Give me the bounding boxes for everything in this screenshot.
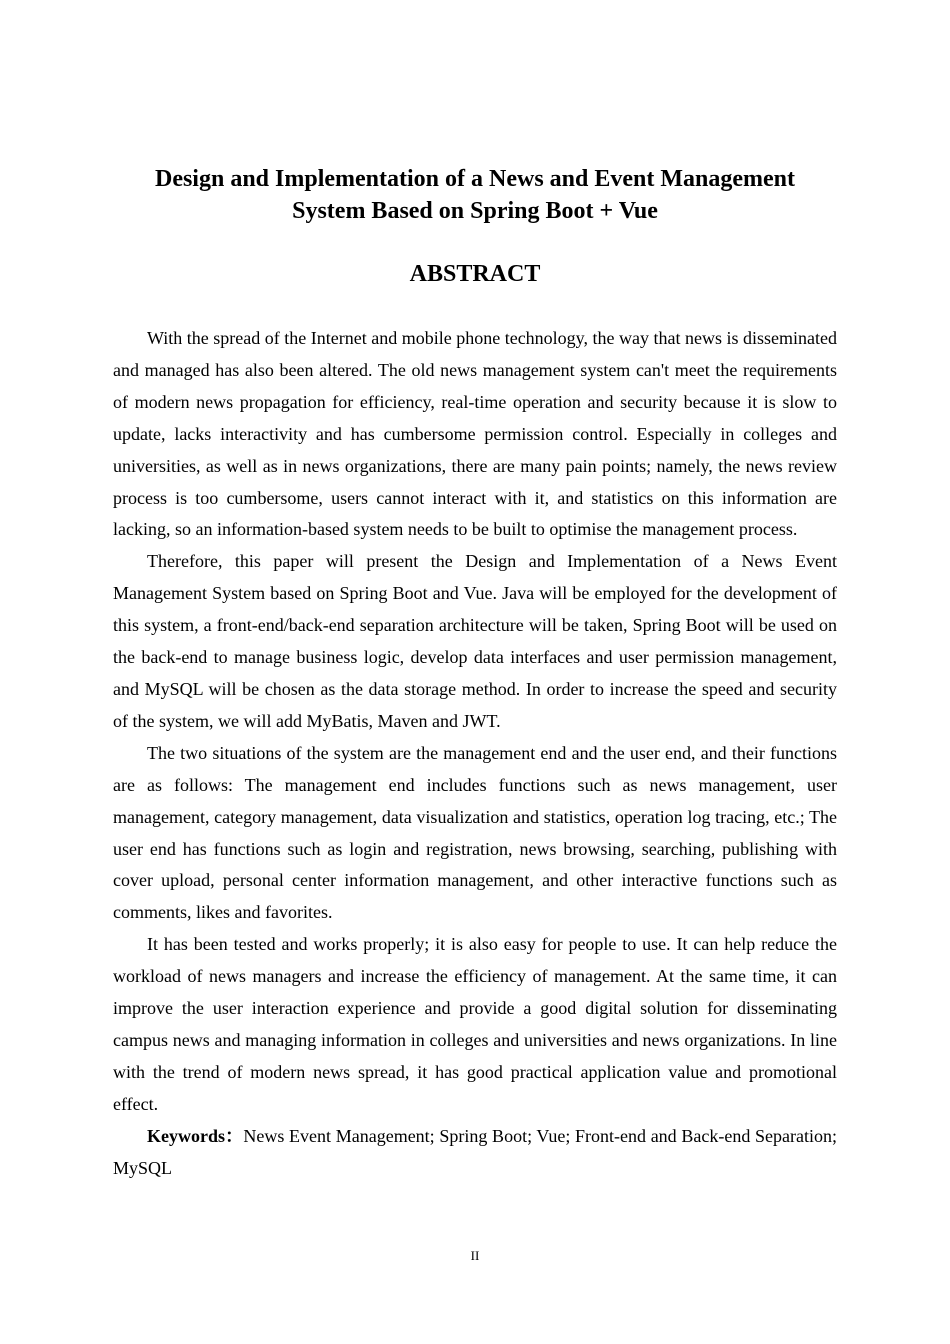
abstract-paragraph-4: It has been tested and works properly; it is also easy for people to use. It can help reduce the workload of news managers and increase the efficiency of management. At the same time, it can improve the user interaction experience and provide a good digital solution for disseminating campus news and managing information in colleges and universities and news organizations. In line with the trend of modern news spread, it has good practical application value and promotional effect. (113, 934, 837, 1114)
abstract-paragraph-1: With the spread of the Internet and mobile phone technology, the way that news is disseminated and managed has also been altered. The old news management system can't meet the requirements of modern news propagation for efficiency, real-time operation and security because it is slow to update, lacks interactivity and has cumbersome permission control. Especially in colleges and universities, as well as in news organizations, there are many pain points; namely, the news review process is too cumbersome, users cannot interact with it, and statistics on this information are lacking, so an information-based system needs to be built to optimise the management process. (113, 328, 837, 540)
abstract-paragraph-2: Therefore, this paper will present the Design and Implementation of a News Event Management System based on Spring Boot and Vue. Java will be employed for the development of this system, a front-end/back-end separation architecture will be taken, Spring Boot will be used on the back-end to manage business logic, develop data interfaces and user permission management, and MySQL will be chosen as the data storage method. In order to increase the speed and security of the system, we will add MyBatis, Maven and JWT. (113, 551, 837, 731)
keywords-text: News Event Management; Spring Boot; Vue; Front-end and Back-end Separation; MySQL (113, 1125, 837, 1178)
paper-title-line-2: System Based on Spring Boot + Vue (292, 198, 658, 224)
paper-title-line-1: Design and Implementation of a News and Event Management (154, 166, 795, 192)
abstract-body (113, 323, 837, 1184)
keywords-line (113, 1121, 837, 1185)
abstract-heading: ABSTRACT (409, 261, 541, 287)
keywords-label: Keywords： (147, 1125, 244, 1146)
paper-title (113, 163, 837, 227)
page-number: II (470, 1248, 480, 1263)
abstract-paragraph-3: The two situations of the system are the management end and the user end, and their functions are as follows: The management end includes functions such as news management, user management, category management, data visualization and statistics, operation log tracing, etc.; The user end has functions such as login and registration, news browsing, searching, publishing with cover upload, personal center information management, and other interactive functions such as comments, likes and favorites. (113, 742, 837, 923)
